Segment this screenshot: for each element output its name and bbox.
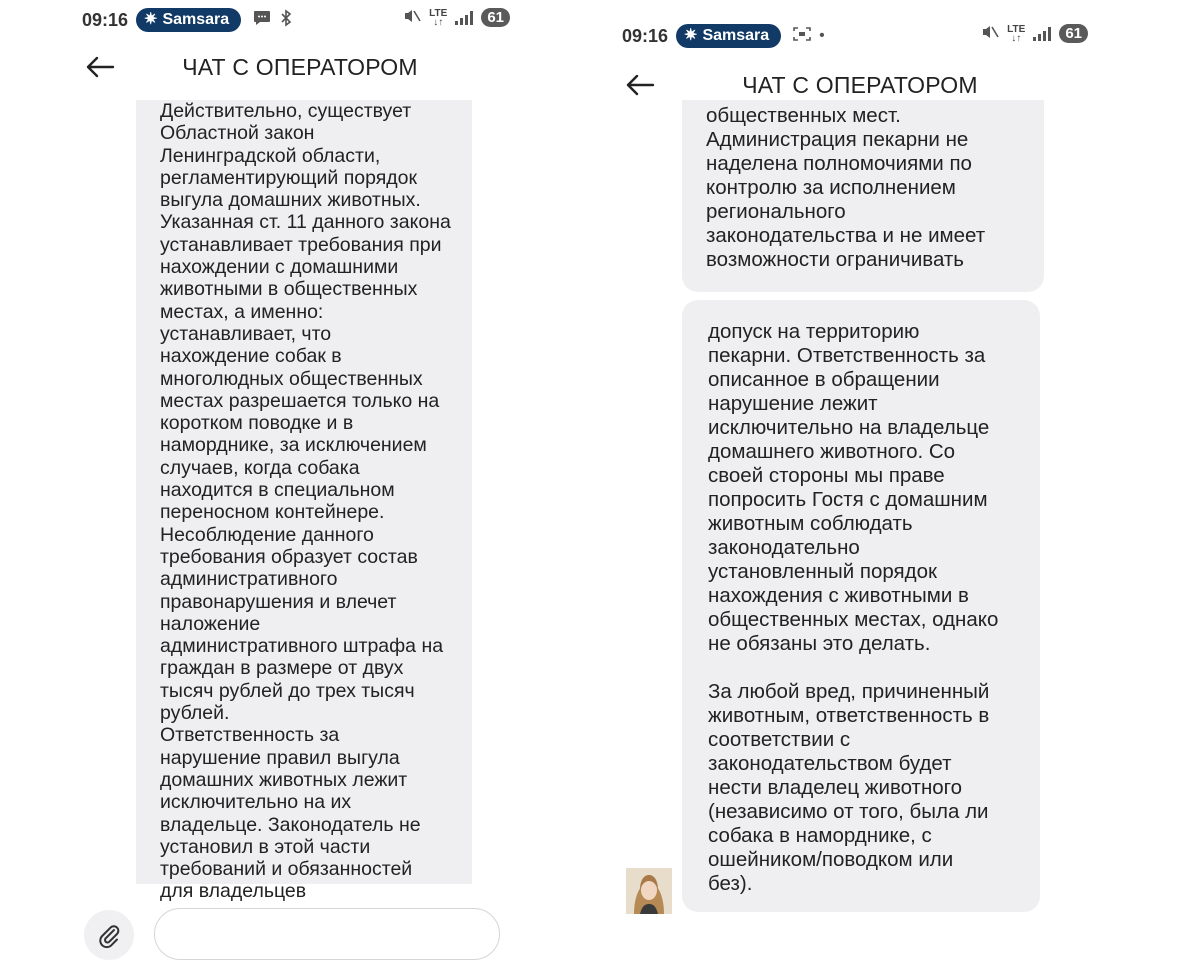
- right-screenshot: [600, 0, 1120, 960]
- arrow-left-icon: [85, 56, 115, 78]
- attach-button[interactable]: [84, 910, 134, 960]
- signal-icon: [455, 11, 473, 25]
- system-status: [403, 8, 510, 27]
- app-indicator[interactable]: [136, 8, 241, 32]
- battery-indicator: 61: [1059, 24, 1088, 43]
- mute-icon: [981, 24, 999, 43]
- operator-message: [682, 300, 1040, 912]
- chat-header: [60, 42, 540, 92]
- bluetooth-icon: [279, 10, 293, 31]
- status-time: 09:16: [82, 9, 129, 30]
- lte-indicator: LTE ↓↑: [1007, 23, 1026, 44]
- battery-indicator: 61: [481, 8, 510, 27]
- lte-indicator: LTE ↓↑: [429, 7, 448, 28]
- paperclip-icon: [98, 923, 120, 947]
- status-bar: [60, 0, 540, 40]
- system-status: [981, 24, 1088, 43]
- app-indicator[interactable]: [676, 24, 781, 48]
- screenshot-icon: [793, 26, 811, 47]
- status-time: 09:16: [622, 25, 669, 46]
- app-name: Samsara: [162, 11, 230, 28]
- mute-icon: [403, 8, 421, 27]
- chat-icon: [253, 10, 271, 31]
- operator-message: [136, 100, 472, 903]
- left-screenshot: [60, 0, 540, 960]
- message-input[interactable]: [154, 908, 500, 960]
- back-button[interactable]: [620, 65, 660, 105]
- message-text: общественных мест. Администрация пекарни не наделена полномочиями по контролю за исполнением регионального законодательства и не имеет возможности ограничивать: [706, 104, 986, 271]
- burst-icon: ✷: [144, 11, 158, 28]
- message-text: Действительно, существует Областной закон Ленинградской области, регламентирующий порядок выгула домашних животных. Указанная ст. 11 данного закона устанавливает требования при нахождении с домашними животными в общественных местах, а именно: устанавливает, что нахождение собак в многолюдных общественных местах разрешается только на коротком поводке и в наморднике, за исключением случаев, когда собака находится в специальном переносном контейнере. Несоблюдение данного требования образует состав административного правонарушения и влечет наложение административного штрафа на граждан в размере от двух тысяч рублей до трех тысяч рублей. Ответственность за нарушение правил выгула домашних животных лежит исключительно на их владельце. Законодатель не установил в этой части требований и обязанностей для владельцев: [160, 100, 451, 903]
- operator-message: [682, 100, 1044, 292]
- page-title: ЧАТ С ОПЕРАТОРОМ: [742, 71, 978, 98]
- arrow-left-icon: [625, 74, 655, 96]
- message-text: допуск на территорию пекарни. Ответственность за описанное в обращении нарушение лежит исключительно на владельце домашнего животного. Со своей стороны мы праве попросить Гостя с домашним животным соблюдать законодательно установленный порядок нахождения с животными в общественных местах, однако не обязаны это делать. За любой вред, причиненный животным, ответственность в соответствии с законодательством будет нести владелец животного (независимо от того, была ли собака в наморднике, с ошейником/поводком или без).: [708, 320, 999, 895]
- dot-icon: •: [819, 27, 825, 44]
- burst-icon: ✷: [684, 27, 698, 44]
- page-title: ЧАТ С ОПЕРАТОРОМ: [182, 53, 418, 80]
- notification-icons: [253, 10, 293, 31]
- notification-icons: [793, 26, 825, 47]
- operator-avatar: [626, 868, 672, 914]
- signal-icon: [1033, 27, 1051, 41]
- app-name: Samsara: [702, 27, 770, 44]
- status-bar: [600, 16, 1120, 56]
- back-button[interactable]: [80, 47, 120, 87]
